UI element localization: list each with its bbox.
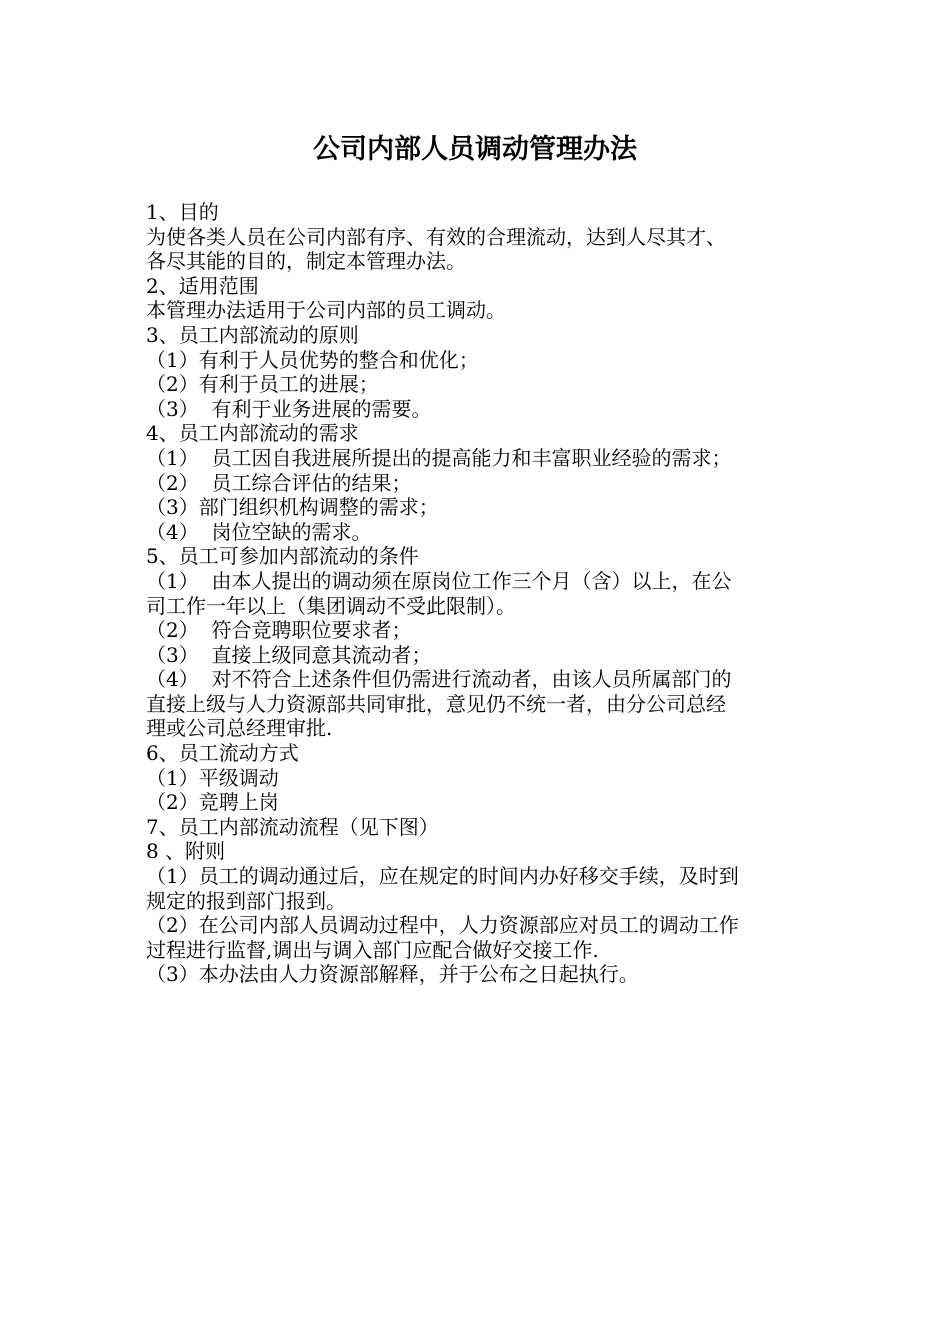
body-line: （4） 对不符合上述条件但仍需进行流动者，由该人员所属部门的	[146, 667, 732, 692]
body-line: 5、员工可参加内部流动的条件	[146, 544, 419, 569]
body-line: 理或公司总经理审批.	[146, 716, 333, 741]
body-line: 直接上级与人力资源部共同审批，意见仍不统一者，由分公司总经	[146, 691, 726, 716]
body-line: 3、员工内部流动的原则	[146, 322, 359, 347]
body-line: 6、员工流动方式	[146, 741, 299, 766]
body-line: （4） 岗位空缺的需求。	[146, 519, 372, 544]
body-line: （3） 直接上级同意其流动者；	[146, 642, 432, 667]
body-line: （2） 员工综合评估的结果；	[146, 470, 412, 495]
body-line: （2）在公司内部人员调动过程中，人力资源部应对员工的调动工作	[146, 913, 739, 938]
body-line: （3）部门组织机构调整的需求；	[146, 495, 439, 520]
document-body	[146, 200, 810, 987]
body-line: 本管理办法适用于公司内部的员工调动。	[146, 298, 506, 323]
body-line: （1）员工的调动通过后，应在规定的时间内办好移交手续，及时到	[146, 864, 739, 889]
body-line: （1） 员工因自我进展所提出的提高能力和丰富职业经验的需求；	[146, 445, 732, 470]
body-line: 司工作一年以上（集团调动不受此限制）。	[146, 593, 516, 618]
body-line: （2） 符合竞聘职位要求者；	[146, 618, 412, 643]
body-line: （2）竞聘上岗	[146, 790, 279, 815]
body-line: （3） 有利于业务进展的需要。	[146, 396, 432, 421]
body-line: （2）有利于员工的进展；	[146, 372, 379, 397]
body-line: （3）本办法由人力资源部解释，并于公布之日起执行。	[146, 962, 639, 987]
body-line: 各尽其能的目的，制定本管理办法。	[146, 249, 466, 274]
body-line: 规定的报到部门报到。	[146, 888, 346, 913]
body-line: 过程进行监督,调出与调入部门应配合做好交接工作.	[146, 937, 599, 962]
body-line: 8 、附则	[146, 839, 226, 864]
body-line: 4、员工内部流动的需求	[146, 421, 359, 446]
body-line: （1） 由本人提出的调动须在原岗位工作三个月（含）以上，在公	[146, 568, 732, 593]
body-line: 为使各类人员在公司内部有序、有效的合理流动，达到人尽其才、	[146, 224, 726, 249]
body-line: 7、员工内部流动流程（见下图）	[146, 814, 439, 839]
body-line: 1、目的	[146, 200, 219, 224]
body-line: 2、适用范围	[146, 273, 259, 298]
body-line: （1）平级调动	[146, 765, 279, 790]
body-line: （1）有利于人员优势的整合和优化；	[146, 347, 479, 372]
document-title: 公司内部人员调动管理办法	[313, 134, 637, 165]
